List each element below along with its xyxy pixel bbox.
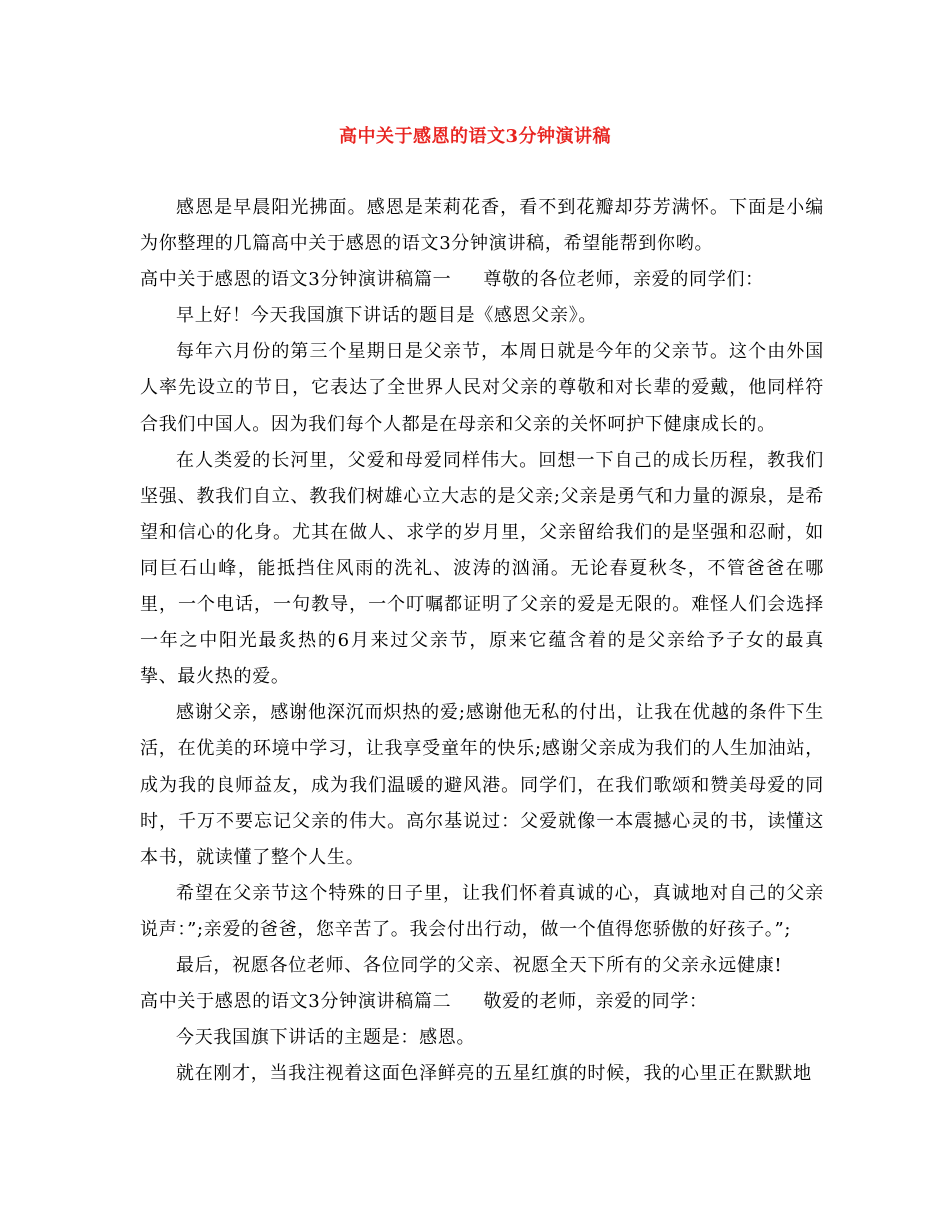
- paragraph: 每年六月份的第三个星期日是父亲节，本周日就是今年的父亲节。这个由外国人率先设立的节日，它表达了全世界人民对父亲的尊敬和对长辈的爱戴，他同样符合我们中国人。因为我们每个人都是在母亲和父亲的关怀呵护下健康成长的。: [140, 341, 824, 435]
- section-title: 高中关于感恩的语文3分钟演讲稿篇一: [140, 269, 452, 291]
- paragraph: 感谢父亲，感谢他深沉而炽热的爱;感谢他无私的付出，让我在优越的条件下生活，在优美的环境中学习，让我享受童年的快乐;感谢父亲成为我们的人生加油站，成为我的良师益友，成为我们温暖的避风港。同学们，在我们歌颂和赞美母爱的同时，千万不要忘记父亲的伟大。高尔基说过：父爱就像一本震撼心灵的书，读懂这本书，就读懂了整个人生。: [140, 702, 824, 868]
- paragraph: 早上好！今天我国旗下讲话的题目是《感恩父亲》。: [176, 305, 598, 327]
- paragraph-intro: 感恩是早晨阳光拂面。感恩是茉莉花香，看不到花瓣却芬芳满怀。下面是小编为你整理的几篇高中关于感恩的语文3分钟演讲稿，希望能帮到你哟。: [140, 197, 824, 255]
- paragraph: 今天我国旗下讲话的主题是：感恩。: [176, 1027, 476, 1049]
- section-title: 高中关于感恩的语文3分钟演讲稿篇二: [140, 991, 452, 1013]
- section-heading-2: [140, 984, 824, 1020]
- paragraph: 在人类爱的长河里，父爱和母爱同样伟大。回想一下自己的成长历程，教我们坚强、教我们自立、教我们树雄心立大志的是父亲;父亲是勇气和力量的源泉，是希望和信心的化身。尤其在做人、求学的岁月里，父亲留给我们的是坚强和忍耐，如同巨石山峰，能抵挡住风雨的洗礼、波涛的汹涌。无论春夏秋冬，不管爸爸在哪里，一个电话，一句教导，一个叮嘱都证明了父亲的爱是无限的。难怪人们会选择一年之中阳光最炙热的6月来过父亲节，原来它蕴含着的是父亲给予子女的最真挚、最火热的爱。: [140, 449, 824, 688]
- salutation: 尊敬的各位老师，亲爱的同学们：: [483, 269, 764, 291]
- paragraph: 就在刚才，当我注视着这面色泽鲜亮的五星红旗的时候，我的心里正在默默地: [176, 1063, 812, 1085]
- paragraph: 希望在父亲节这个特殊的日子里，让我们怀着真诚的心，真诚地对自己的父亲说声：”;亲爱的爸爸，您辛苦了。我会付出行动，做一个值得您骄傲的好孩子。”;: [140, 882, 824, 940]
- salutation: 敬爱的老师，亲爱的同学：: [483, 991, 708, 1013]
- paragraph: 最后，祝愿各位老师、各位同学的父亲、祝愿全天下所有的父亲永远健康!: [176, 954, 783, 976]
- document-title: 高中关于感恩的语文3分钟演讲稿: [338, 126, 612, 147]
- document-body: [140, 190, 824, 1092]
- section-heading-1: [140, 262, 824, 298]
